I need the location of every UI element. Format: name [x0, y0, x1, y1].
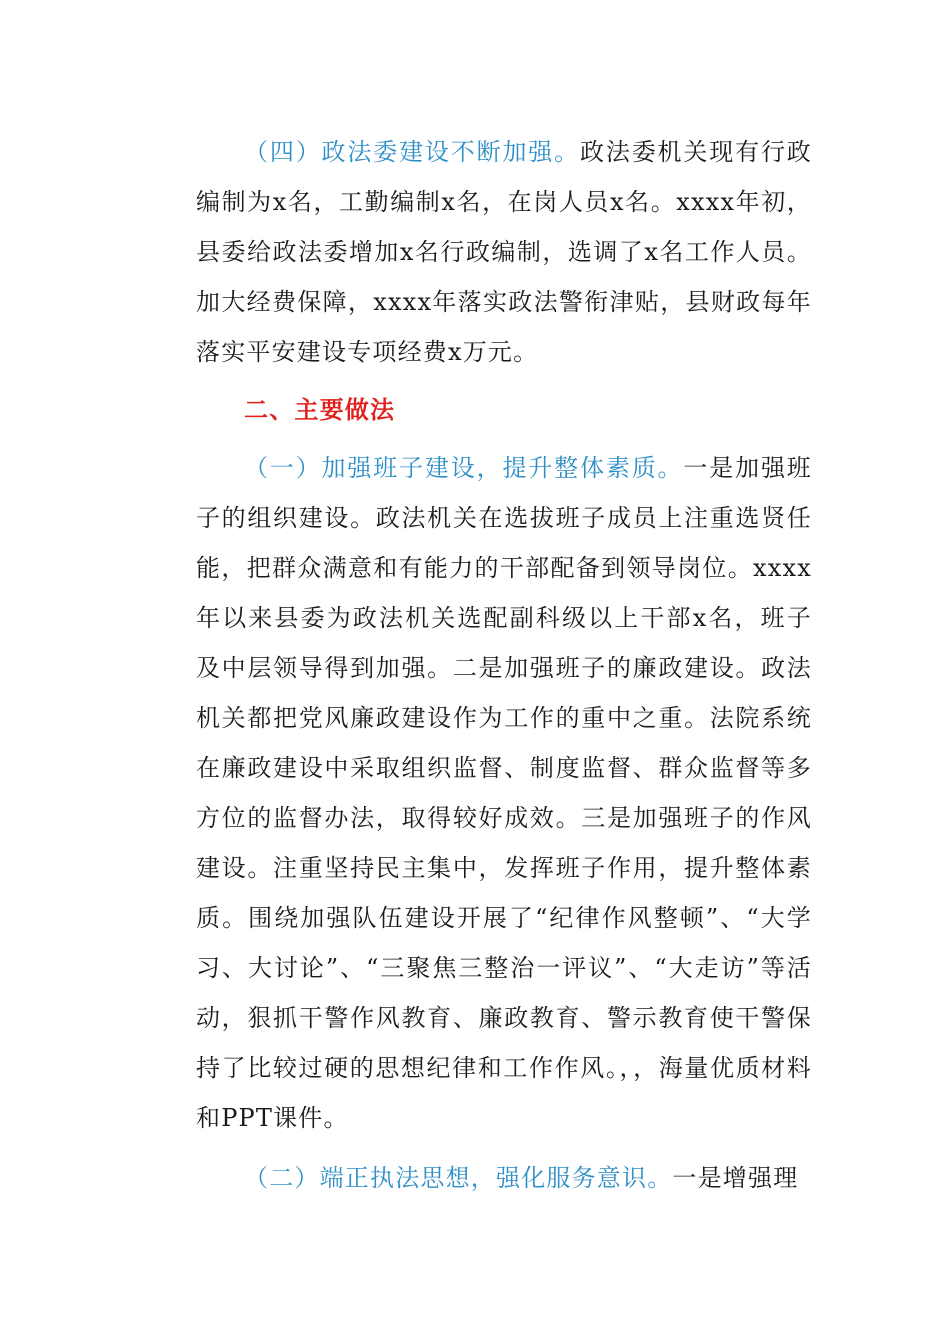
- paragraph-team-building: [196, 443, 812, 1143]
- paragraph-body: 一是加强班子的组织建设。政法机关在选拔班子成员上注重选贤任能，把群众满意和有能力的干部配备到领导岗位。xxxx年以来县委为政法机关选配副科级以上干部x名，班子及中层领导得到加强。二是加强班子的廉政建设。政法机关都把党风廉政建设作为工作的重中之重。法院系统在廉政建设中采取组织监督、制度监督、群众监督等多方位的监督办法，取得较好成效。三是加强班子的作风建设。注重坚持民主集中，发挥班子作用，提升整体素质。围绕加强队伍建设开展了“纪律作风整顿”、“大学习、大讨论”、“三聚焦三整治一评议”、“大走访”等活动，狠抓干警作风教育、廉政教育、警示教育使干警保持了比较过硬的思想纪律和工作作风。，，海量优质材料和PPT课件。: [196, 454, 812, 1132]
- paragraph-heading: （一）加强班子建设，提升整体素质。: [244, 454, 684, 482]
- section-heading: 二、主要做法: [244, 396, 396, 424]
- paragraph-law-enforcement: [196, 1153, 812, 1203]
- paragraph-heading: （四）政法委建设不断加强。: [244, 138, 581, 166]
- paragraph-body: 一是增强理: [672, 1164, 799, 1192]
- paragraph-body: 政法委机关现有行政编制为x名，工勤编制x名，在岗人员x名。xxxx年初，县委给政法委增加x名行政编制，选调了x名工作人员。加大经费保障，xxxx年落实政法警衔津贴，县财政每年落实平安建设专项经费x万元。: [196, 138, 812, 366]
- paragraph-political-committee: [196, 127, 812, 377]
- paragraph-heading: （二）端正执法思想，强化服务意识。: [244, 1164, 673, 1192]
- document-page: [196, 127, 812, 1203]
